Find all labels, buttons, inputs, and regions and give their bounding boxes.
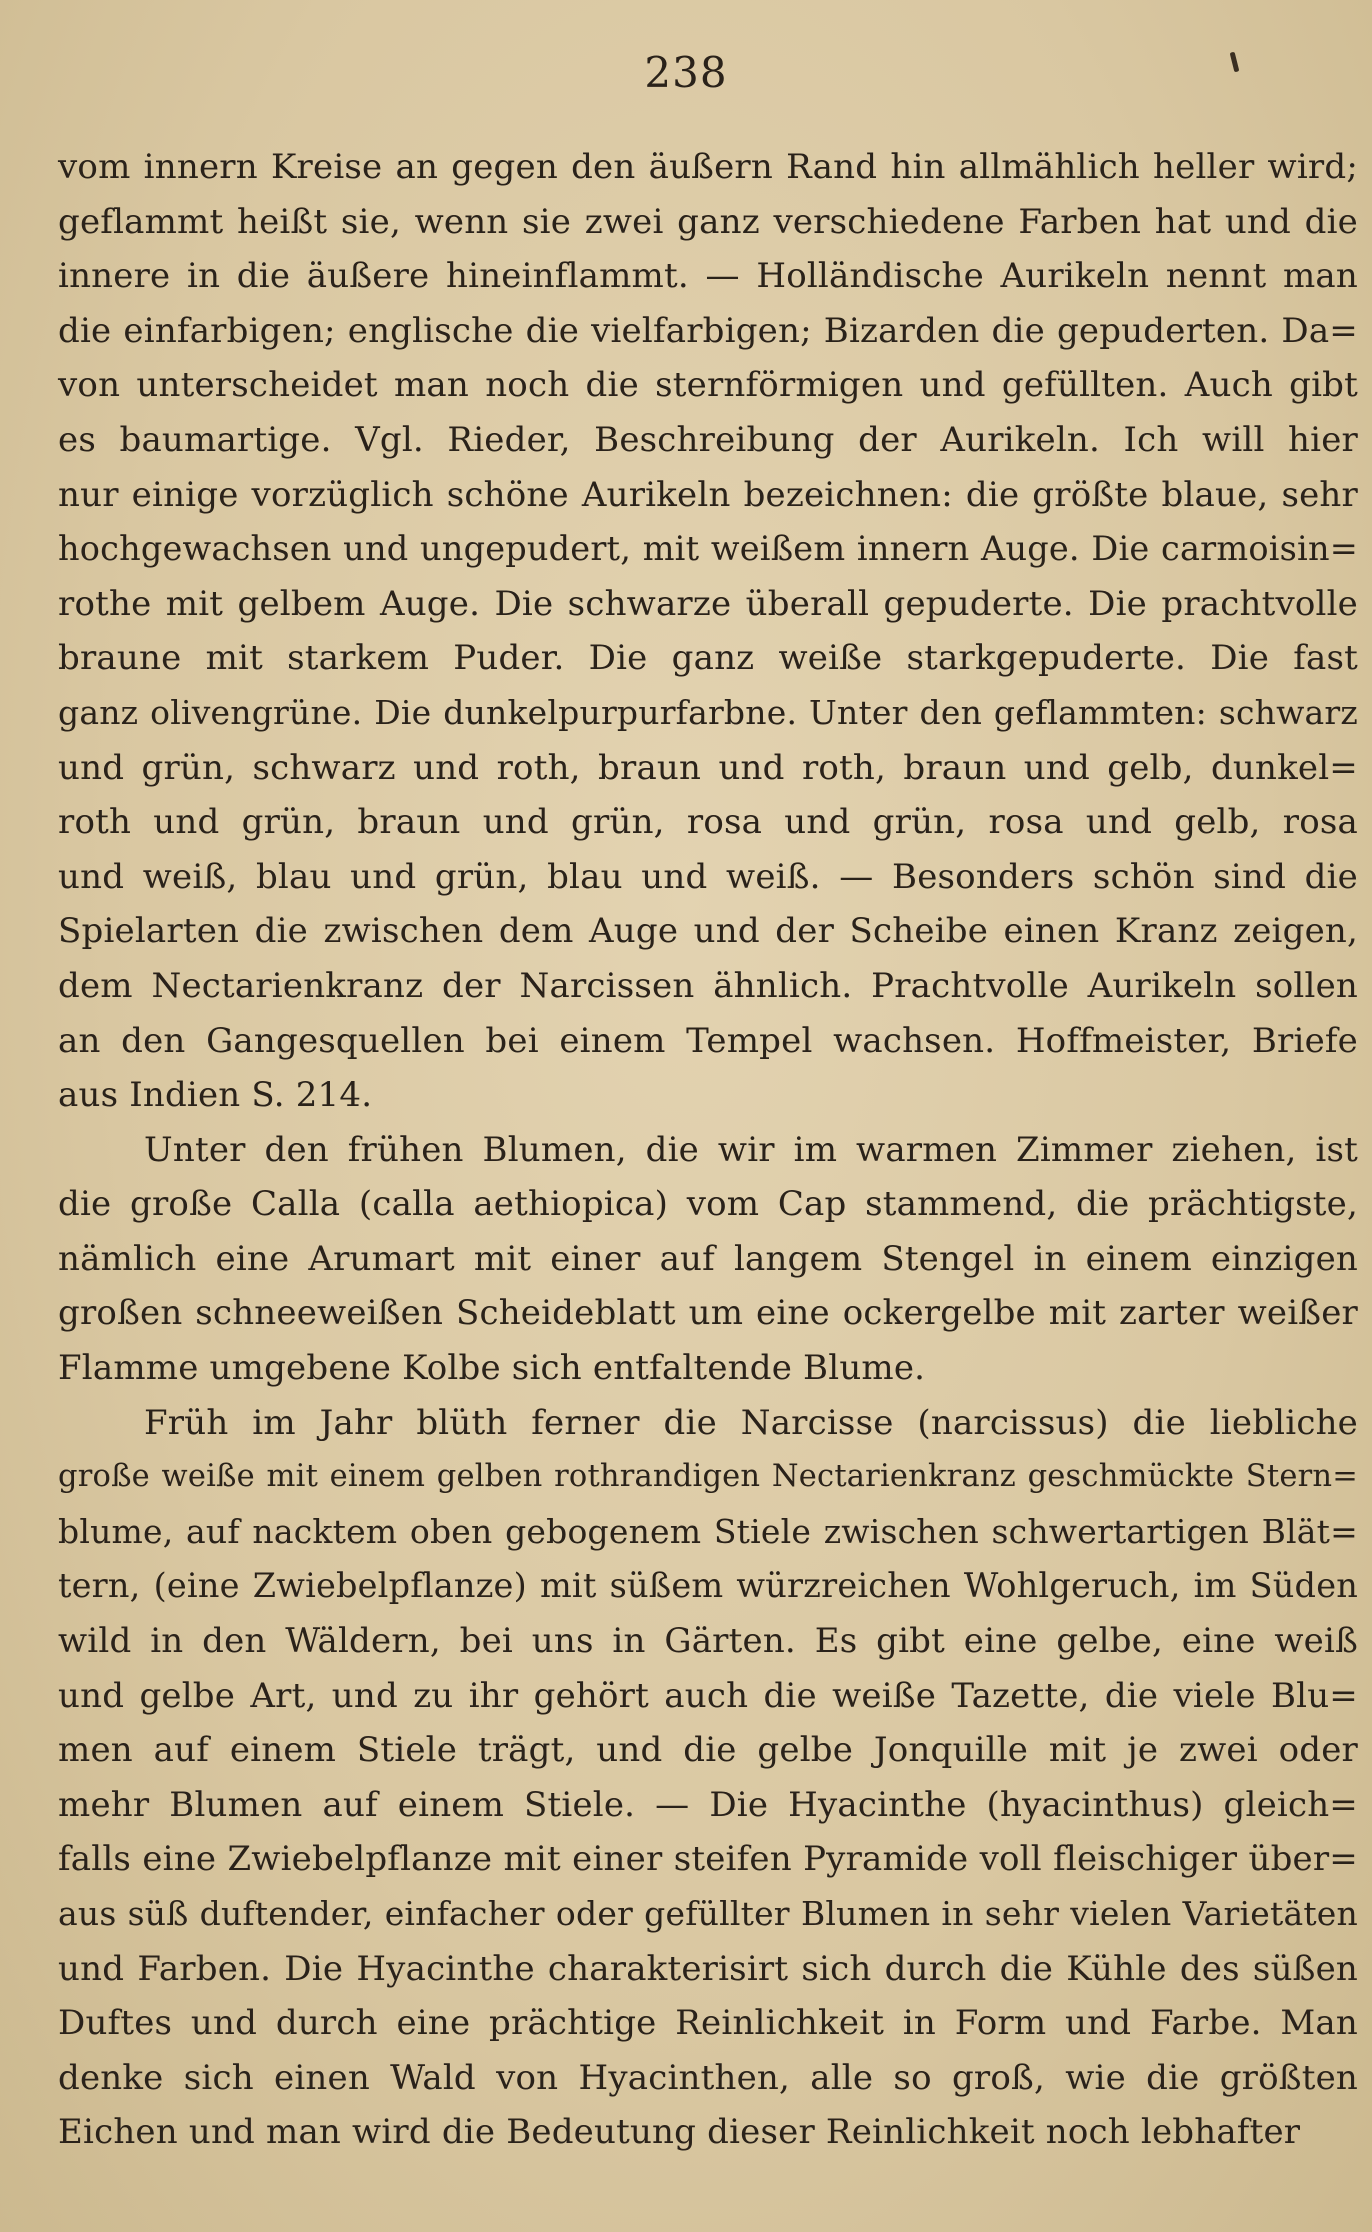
body-text <box>58 140 1358 2160</box>
text-line: mehr Blumen auf einem Stiele. — Die Hyacinthe (hyacinthus) gleich= <box>58 1784 1358 1825</box>
text-line: nur einige vorzüglich schöne Aurikeln bezeichnen: die größte blaue, sehr <box>58 474 1358 515</box>
text-line: rothe mit gelbem Auge. Die schwarze überall gepuderte. Die prachtvolle <box>58 583 1358 624</box>
text-line: geflammt heißt sie, wenn sie zwei ganz verschiedene Farben hat und die <box>58 201 1358 242</box>
text-line: blume, auf nacktem oben gebogenem Stiele zwischen schwertartigen Blät= <box>58 1511 1358 1551</box>
text-line: men auf einem Stiele trägt, und die gelbe Jonquille mit je zwei oder <box>58 1730 1358 1771</box>
text-line: falls eine Zwiebelpflanze mit einer steifen Pyramide voll fleischiger über= <box>58 1839 1358 1880</box>
text-line: die große Calla (calla aethiopica) vom Cap stammend, die prächtigste, <box>58 1184 1358 1225</box>
text-line: Eichen und man wird die Bedeutung dieser Reinlichkeit noch lebhafter <box>58 2112 1301 2153</box>
text-line: die einfarbigen; englische die vielfarbigen; Bizarden die gepuderten. Da= <box>58 310 1358 351</box>
text-line: braune mit starkem Puder. Die ganz weiße starkgepuderte. Die fast <box>58 638 1358 679</box>
text-line: vom innern Kreise an gegen den äußern Rand hin allmählich heller wird; <box>58 147 1358 187</box>
text-line: nämlich eine Arumart mit einer auf langem Stengel in einem einzigen <box>58 1238 1358 1279</box>
paragraph <box>58 1396 1358 2160</box>
text-line: es baumartige. Vgl. Rieder, Beschreibung der Aurikeln. Ich will hier <box>58 419 1358 460</box>
paragraph <box>58 140 1358 1123</box>
text-line: tern, (eine Zwiebelpflanze) mit süßem würzreichen Wohlgeruch, im Süden <box>58 1566 1358 1606</box>
text-line: Duftes und durch eine prächtige Reinlichkeit in Form und Farbe. Man <box>58 2003 1358 2044</box>
text-line: hochgewachsen und ungepudert, mit weißem innern Auge. Die carmoisin= <box>58 529 1358 569</box>
page-number: 238 <box>644 48 728 97</box>
text-line: und weiß, blau und grün, blau und weiß. — Besonders schön sind die <box>58 856 1358 897</box>
text-line: an den Gangesquellen bei einem Tempel wachsen. Hoffmeister, Briefe <box>58 1020 1358 1061</box>
text-line: aus süß duftender, einfacher oder gefüllter Blumen in sehr vielen Varietäten <box>58 1894 1358 1933</box>
text-line: aus Indien S. 214. <box>58 1075 373 1116</box>
paragraph <box>58 1123 1358 1396</box>
text-line: Unter den frühen Blumen, die wir im warmen Zimmer ziehen, ist <box>144 1129 1358 1170</box>
text-line: von unterscheidet man noch die sternförmigen und gefüllten. Auch gibt <box>58 365 1358 406</box>
text-line: große weiße mit einem gelben rothrandigen Nectarienkranz geschmückte Stern= <box>58 1459 1358 1495</box>
text-line: roth und grün, braun und grün, rosa und grün, rosa und gelb, rosa <box>58 802 1358 843</box>
text-line: und Farben. Die Hyacinthe charakterisirt sich durch die Kühle des süßen <box>58 1948 1358 1989</box>
text-line: Flamme umgebene Kolbe sich entfaltende Blume. <box>58 1348 926 1389</box>
text-line: und gelbe Art, und zu ihr gehört auch die weiße Tazette, die viele Blu= <box>58 1675 1358 1716</box>
text-line: wild in den Wäldern, bei uns in Gärten. Es gibt eine gelbe, eine weiß <box>58 1621 1358 1662</box>
text-line: ganz olivengrüne. Die dunkelpurpurfarbne. Unter den geflammten: schwarz <box>58 692 1358 732</box>
text-line: Früh im Jahr blüth ferner die Narcisse (narcissus) die liebliche <box>144 1402 1358 1443</box>
text-line: denke sich einen Wald von Hyacinthen, alle so groß, wie die größten <box>58 2057 1358 2098</box>
text-line: innere in die äußere hineinflammt. — Holländische Aurikeln nennt man <box>58 256 1358 297</box>
text-line: Spielarten die zwischen dem Auge und der Scheibe einen Kranz zeigen, <box>58 911 1358 952</box>
text-line: dem Nectarienkranz der Narcissen ähnlich. Prachtvolle Aurikeln sollen <box>58 965 1358 1006</box>
text-line: und grün, schwarz und roth, braun und roth, braun und gelb, dunkel= <box>58 747 1358 788</box>
text-line: großen schneeweißen Scheideblatt um eine ockergelbe mit zarter weißer <box>58 1293 1358 1334</box>
